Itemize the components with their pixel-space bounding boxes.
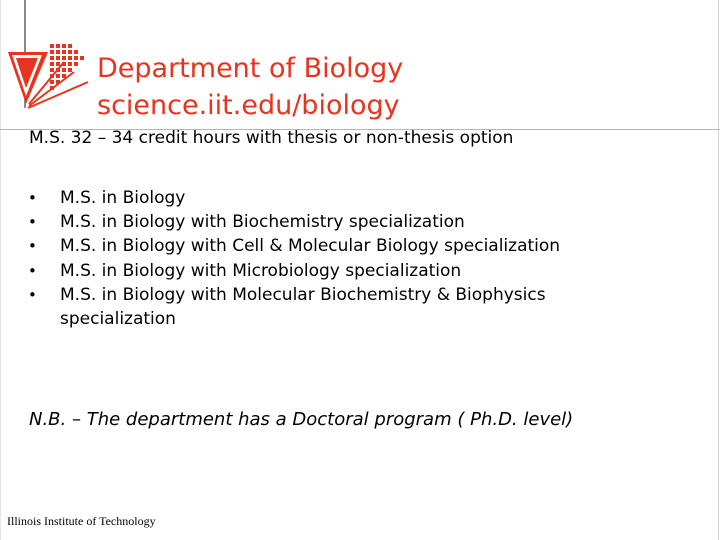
program-label: M.S. in Biology with Microbiology specialization <box>60 260 462 281</box>
list-item <box>28 186 660 210</box>
bullet-icon: • <box>28 237 37 256</box>
program-label: M.S. in Biology with Cell & Molecular Biology specialization <box>60 236 561 257</box>
title-line-url[interactable]: science.iit.edu/biology <box>97 90 400 121</box>
program-label: M.S. in Biology with Biochemistry specialization <box>60 212 465 233</box>
list-item <box>28 234 660 258</box>
bullet-icon: • <box>28 261 37 280</box>
iit-logo-icon <box>4 42 104 118</box>
bullet-icon: • <box>28 285 37 304</box>
doctoral-note: N.B. – The department has a Doctoral program ( Ph.D. level) <box>29 409 574 430</box>
list-item <box>28 259 660 283</box>
footer-institution: Illinois Institute of Technology <box>7 514 156 528</box>
list-item <box>28 283 660 331</box>
right-border-line <box>718 0 719 540</box>
page-title <box>97 50 697 124</box>
title-line-department: Department of Biology <box>97 53 404 84</box>
list-item <box>28 210 660 234</box>
program-list <box>28 186 708 331</box>
program-summary: M.S. 32 – 34 credit hours with thesis or non-thesis option <box>29 128 514 148</box>
program-label: M.S. in Biology with Molecular Biochemistry & Biophysics specialization <box>60 284 546 330</box>
left-border-line <box>0 0 1 540</box>
bullet-icon: • <box>28 189 37 207</box>
bullet-icon: • <box>28 213 37 232</box>
program-label: M.S. in Biology <box>60 188 186 208</box>
